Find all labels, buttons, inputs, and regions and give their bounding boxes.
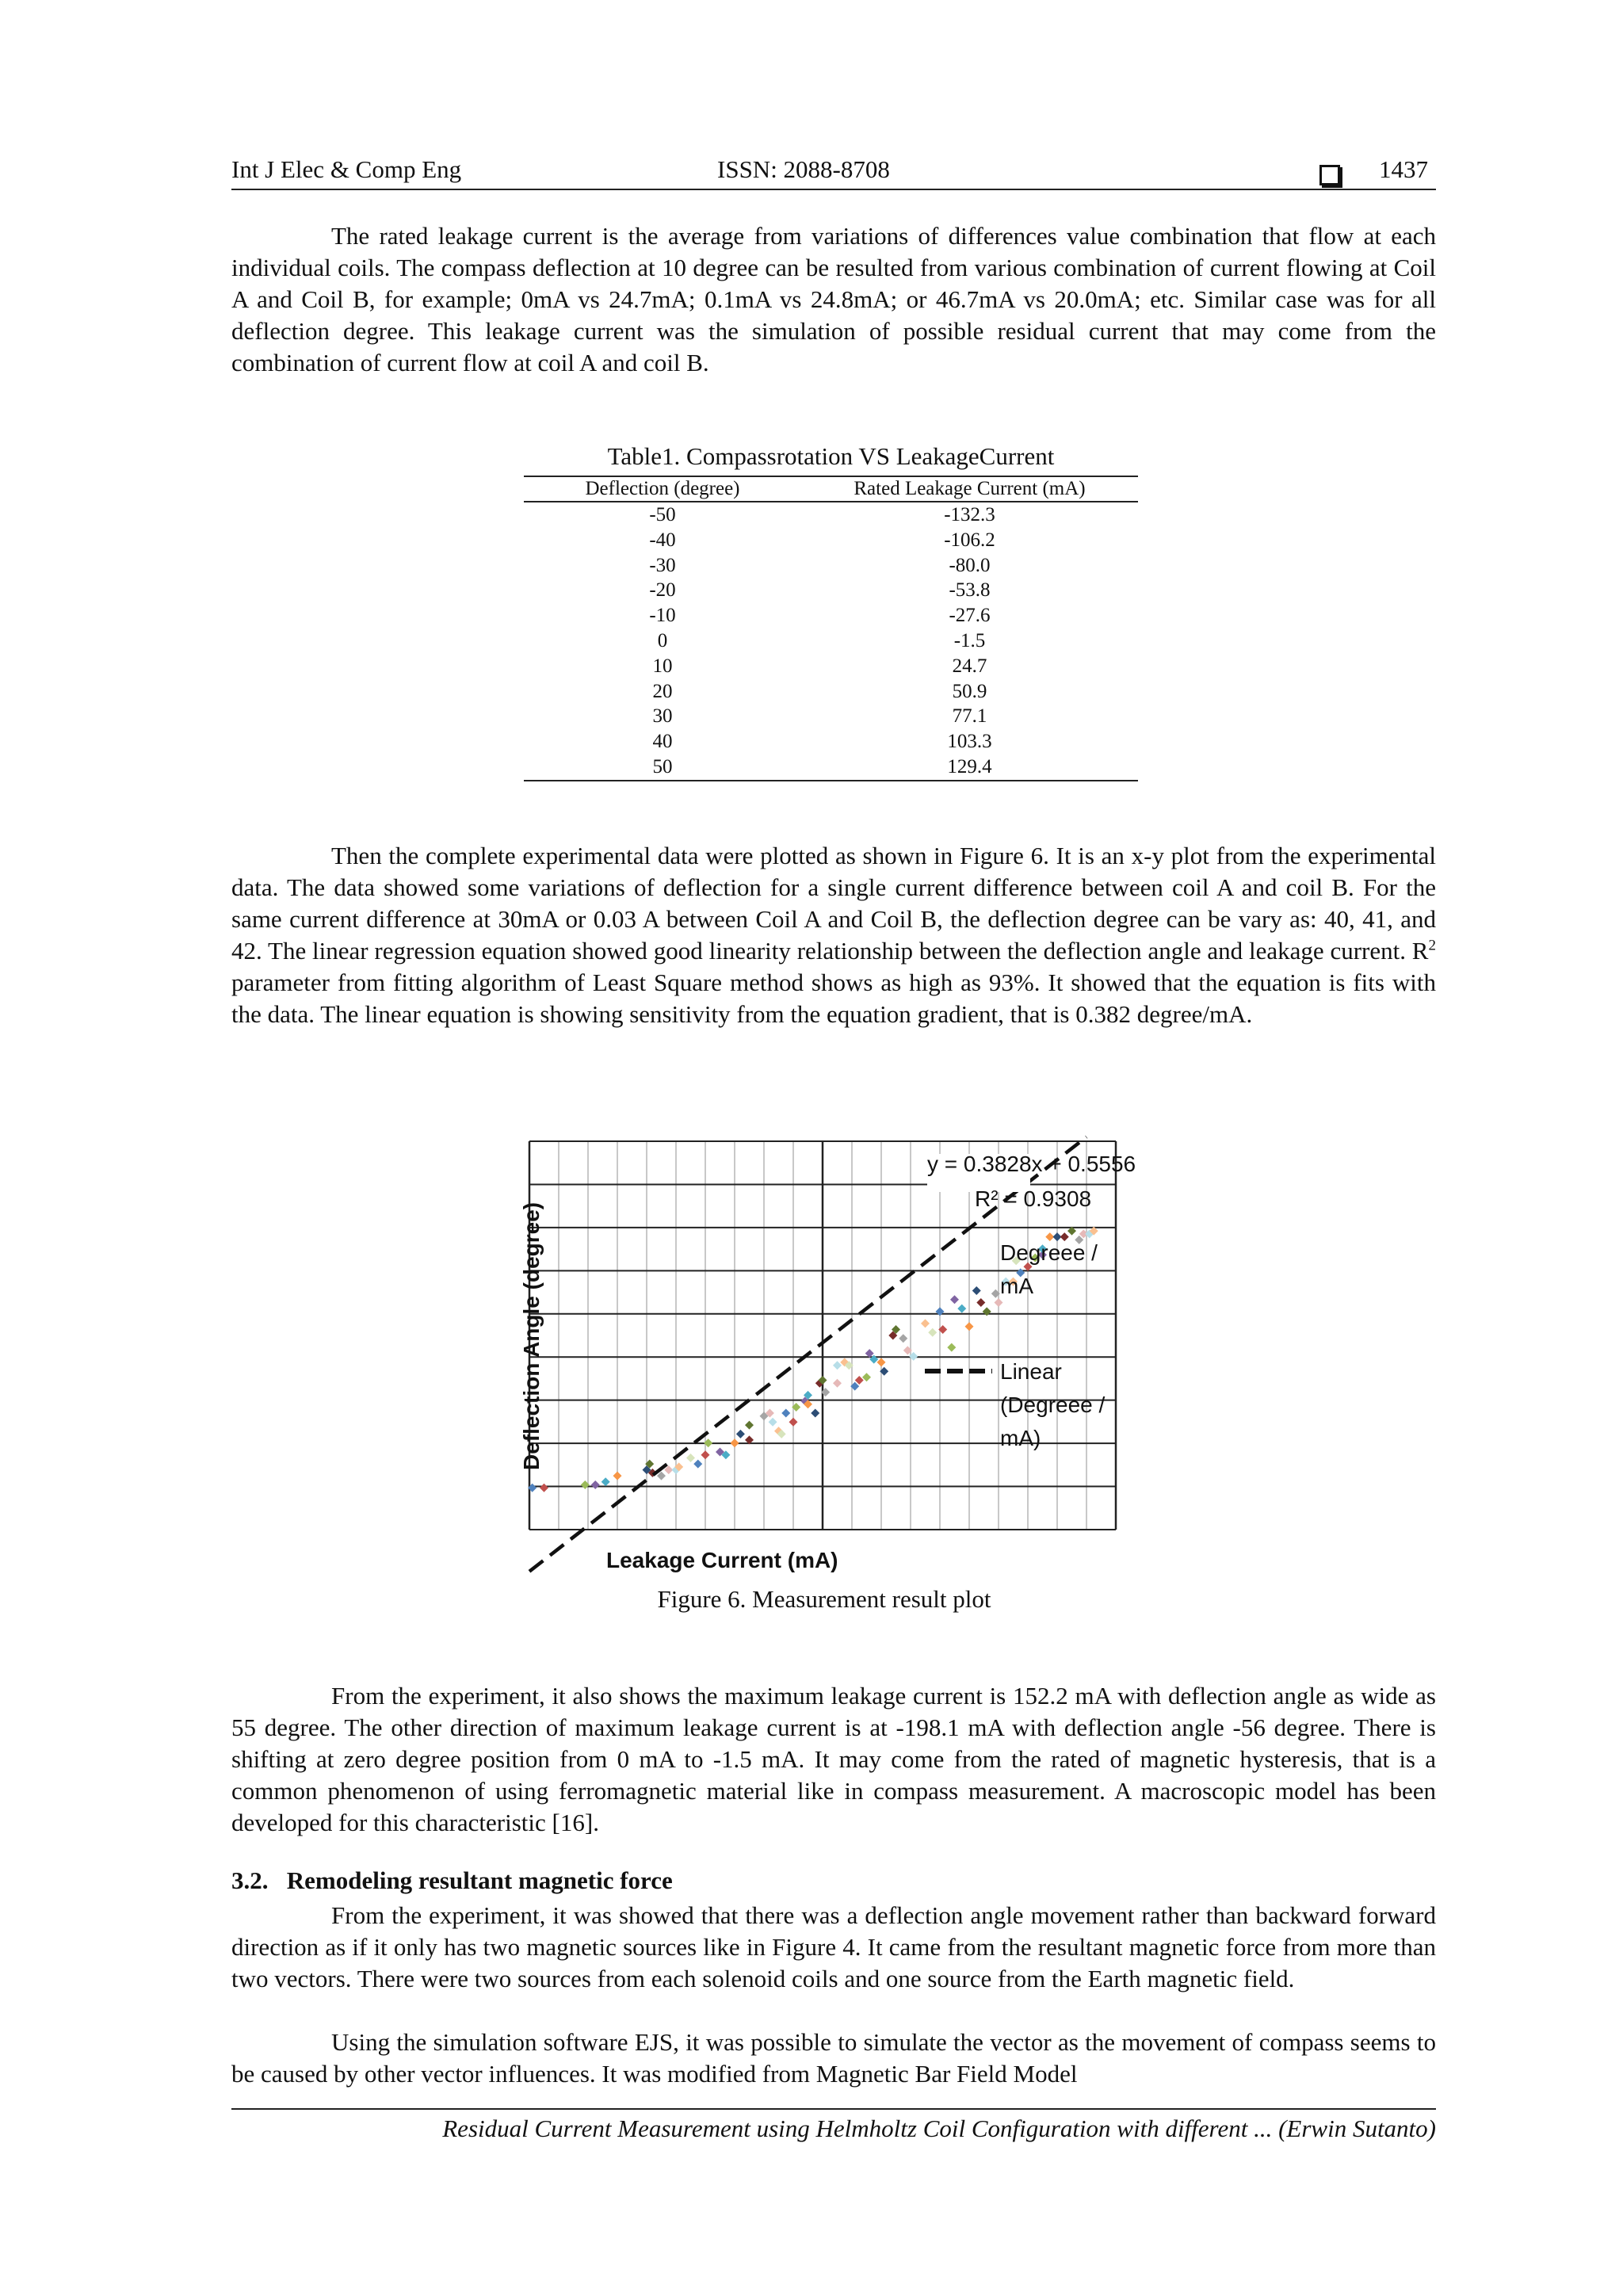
paragraph-1 <box>231 220 1436 379</box>
cell-deflection: 10 <box>652 655 673 677</box>
table-row <box>524 704 1138 729</box>
table-header-row <box>524 476 1138 502</box>
paragraph-2-text-b: parameter from fitting algorithm of Least Square method shows as high as 93%. It showed that the equation is fits with the data. The linear equation is showing sensitivity from the equation gradient, that is 0.382 degree/mA. <box>231 968 1436 1028</box>
paragraph-5-text: Using the simulation software EJS, it was possible to simulate the vector as the movement of compass seems to be caused by other vector influences. It was modified from Magnetic Bar Field Model <box>231 2028 1436 2088</box>
data-point <box>731 1438 739 1447</box>
issn: ISSN: 2088-8708 <box>717 155 890 183</box>
journal-name: Int J Elec & Comp Eng <box>231 155 462 183</box>
data-point <box>736 1430 745 1438</box>
paragraph-5 <box>231 2027 1436 2090</box>
legend-linear-line2: (Degreee / <box>1000 1392 1106 1417</box>
table-row <box>524 578 1138 603</box>
cell-leakage: -80.0 <box>949 554 991 576</box>
table-row <box>524 755 1138 781</box>
cell-leakage: 24.7 <box>952 655 987 677</box>
footer-rule <box>231 2108 1436 2110</box>
cell-leakage: 77.1 <box>952 705 987 728</box>
cell-deflection: -40 <box>649 529 676 551</box>
cell-leakage: -132.3 <box>944 504 995 525</box>
cell-deflection: -10 <box>649 605 676 627</box>
y-axis-label: Deflection Angle (degree) <box>519 1201 544 1470</box>
data-point <box>833 1379 842 1388</box>
cell-leakage: -53.8 <box>949 579 991 602</box>
data-point <box>591 1480 600 1489</box>
paragraph-3 <box>231 1680 1436 1839</box>
paragraph-4 <box>231 1900 1436 1995</box>
data-point <box>540 1484 548 1492</box>
data-point <box>613 1472 622 1480</box>
data-point <box>947 1343 956 1352</box>
table-row <box>524 679 1138 705</box>
section-heading <box>231 1866 673 1895</box>
table-row <box>524 528 1138 553</box>
data-point <box>976 1298 985 1307</box>
cell-deflection: -50 <box>649 504 676 525</box>
data-point <box>789 1418 798 1427</box>
column-header-deflection: Deflection (degree) <box>524 476 801 502</box>
paragraph-3-text: From the experiment, it also shows the maximum leakage current is 152.2 mA with deflection angle as wide as 55 degree. The other direction of maximum leakage current is at -198.1 mA with deflection angle -56 degree. There is shifting at zero degree position from 0 mA to -1.5 mA. It may come from the rated of magnetic hysteresis, that is a common phenomenon of using ferromagnetic material like in compass measurement. A macroscopic model has been developed for this characteristic [16]. <box>231 1682 1436 1836</box>
cell-deflection: 20 <box>652 680 673 702</box>
paragraph-4-text: From the experiment, it was showed that there was a deflection angle movement rather than backward forward direction as if it only has two magnetic sources like in Figure 4. It came from the resultant magnetic force from more than two vectors. There were two sources from each solenoid coils and one source from the Earth magnetic field. <box>231 1901 1436 1992</box>
cell-deflection: -30 <box>649 554 676 576</box>
r-squared: R² = 0.9308 <box>975 1186 1092 1211</box>
data-point <box>995 1298 1003 1307</box>
cell-leakage: -1.5 <box>953 629 986 651</box>
table-row <box>524 553 1138 579</box>
cell-deflection: 50 <box>524 755 801 781</box>
cell-leakage: -27.6 <box>949 605 991 627</box>
table-1 <box>524 476 1138 781</box>
data-point <box>601 1477 610 1486</box>
legend-degree-line1: Degreee / <box>1000 1240 1098 1265</box>
table-row <box>524 628 1138 654</box>
cell-leakage: 129.4 <box>801 755 1138 781</box>
data-point <box>811 1409 819 1418</box>
table-caption: Table1. Compassrotation VS LeakageCurrent <box>607 442 1055 470</box>
cell-leakage: 103.3 <box>947 731 992 753</box>
data-point <box>693 1460 702 1469</box>
data-point <box>950 1295 959 1304</box>
data-point <box>928 1328 937 1337</box>
paragraph-1-text: The rated leakage current is the average from variations of differences value combination that flow at each individual coils. The compass deflection at 10 degree can be resulted from various combination of current flowing at Coil A and Coil B, for example; 0mA vs 24.7mA; 0.1mA vs 24.8mA; or 46.7mA vs 20.0mA; etc. Similar case was for all deflection degree. This leakage current was the simulation of possible residual current that may come from the combination of current flow at coil A and coil B. <box>231 222 1436 376</box>
data-point <box>745 1421 754 1430</box>
data-point <box>781 1409 790 1418</box>
table-row <box>524 654 1138 679</box>
square-box-icon <box>1319 159 1340 187</box>
cell-deflection: 30 <box>652 705 673 728</box>
cell-deflection: 40 <box>652 731 673 753</box>
table-row <box>524 502 1138 528</box>
cell-deflection: 0 <box>657 629 668 651</box>
superscript-2: 2 <box>1428 937 1436 954</box>
x-axis-label: Leakage Current (mA) <box>606 1548 838 1572</box>
data-point <box>701 1450 710 1459</box>
regression-equation: y = 0.3828x + 0.5556 <box>927 1152 1136 1176</box>
data-point <box>957 1305 966 1313</box>
cell-leakage: -106.2 <box>944 529 995 551</box>
table-row <box>524 729 1138 755</box>
cell-deflection: -20 <box>649 579 676 602</box>
section-title: Remodeling resultant magnetic force <box>286 1866 673 1894</box>
paragraph-2-text-a: Then the complete experimental data were plotted as shown in Figure 6. It is an x-y plot from the experimental data. The data showed some variations of deflection for a single current difference between coil A and coil B. For the same current difference at 30mA or 0.03 A between Coil A and Coil B, the deflection degree can be vary as: 40, 41, and 42. The linear regression equation showed good linearity relationship between the deflection angle and leakage current. R <box>231 842 1436 965</box>
table-row <box>524 603 1138 628</box>
paragraph-2 <box>231 840 1436 1030</box>
data-point <box>686 1454 695 1462</box>
figure-caption: Figure 6. Measurement result plot <box>657 1585 991 1613</box>
page-number: 1437 <box>1379 155 1428 183</box>
data-point <box>972 1286 981 1295</box>
data-point <box>921 1319 930 1328</box>
data-point <box>965 1322 974 1331</box>
running-footer: Residual Current Measurement using Helmholtz Coil Configuration with different ... (Erwin Sutanto) <box>442 2115 1436 2142</box>
data-point <box>769 1418 777 1427</box>
section-number: 3.2. <box>231 1866 269 1894</box>
legend-degree-line2: mA <box>1000 1274 1033 1298</box>
column-header-leakage: Rated Leakage Current (mA) <box>801 476 1138 502</box>
measurement-scatter-chart <box>507 1133 1141 1577</box>
legend-linear-line3: mA) <box>1000 1426 1041 1450</box>
cell-leakage: 50.9 <box>952 680 987 702</box>
data-point <box>899 1334 907 1343</box>
header-rule <box>231 189 1436 190</box>
legend-linear-line1: Linear <box>1000 1359 1062 1384</box>
